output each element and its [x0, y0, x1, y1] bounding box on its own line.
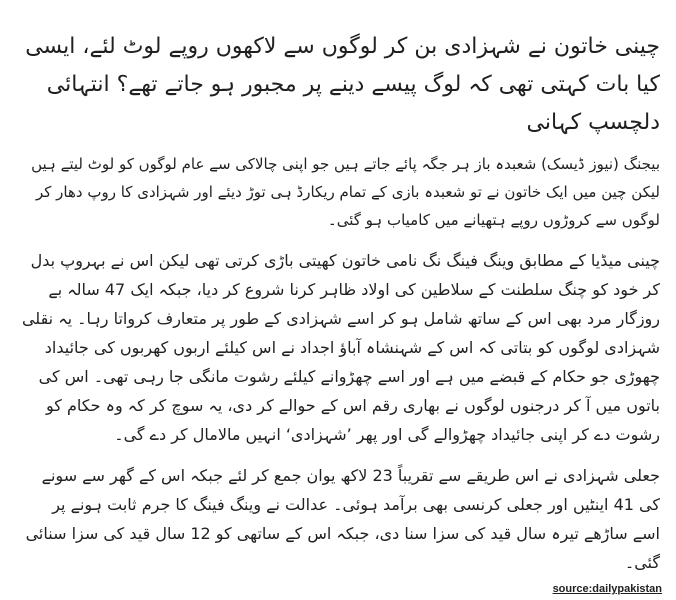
article-headline: چینی خاتون نے شہزادی بن کر لوگوں سے لاکھوں روپے لوٹ لئے، ایسی کیا بات کہتی تھی کہ لوگ پیسے دینے پر مجبور ہو جاتے تھے؟ انتہائی دلچسپ کہانی [25, 34, 660, 135]
article-paragraph-verdict: جعلی شہزادی نے اس طریقے سے تقریباً 23 لاکھ یوان جمع کر لئے جبکہ اس کے گھر سے سونے کی 41 اینٹیں اور جعلی کرنسی بھی برآمد ہوئی۔ عدالت نے وینگ فینگ کا جرم ثابت ہونے پر اسے ساڑھے تیرہ سال قید کی سزا سنا دی، جبکہ اس کے ساتھی کو 12 سال قید کی سزا سنائی گئی۔ [25, 466, 660, 572]
source-credit: source:dailypakistan [552, 583, 662, 595]
article-paragraph-intro: بیجنگ (نیوز ڈیسک) شعبدہ باز ہر جگہ پائے جاتے ہیں جو اپنی چالاکی سے عام لوگوں کو لوٹ لیتے ہیں لیکن چین میں ایک خاتون نے تو شعبدہ بازی کے تمام ریکارڈ ہی توڑ دیئے اور شہزادی کا روپ دھار کر لوگوں سے کروڑوں روپے ہتھیانے میں کامیاب ہو گئی۔ [31, 155, 660, 229]
article-paragraph-body: چینی میڈیا کے مطابق وینگ فینگ نگ نامی خاتون کھیتی باڑی کرتی تھی لیکن اس نے بہروپ بدل کر خود کو چنگ سلطنت کے سلاطین کی اولاد ظاہر کرنا شروع کر دیا، جبکہ ایک 47 سالہ بے روزگار مرد بھی اس کے ساتھ شامل ہو کر اسے شہزادی کے طور پر متعارف کرواتا رہا۔ یہ نقلی شہزادی لوگوں کو بتاتی کہ اس کے شہنشاہ آباؤ اجداد نے اس کیلئے اربوں کھربوں کی جائیداد چھوڑی جو حکام کے قبضے میں ہے اور اسے چھڑوانے کیلئے رشوت مانگی جا رہی تھی۔ اس کی باتوں میں آ کر درجنوں لوگوں نے بھاری رقم اس کے حوالے کر دی، یہ سوچ کر کہ وہ حکام کو رشوت دے کر اپنی جائیداد چھڑوالے گی اور پھر ’شہزادی‘ انہیں مالامال کر دے گی۔ [21, 251, 660, 444]
article [20, 28, 660, 589]
